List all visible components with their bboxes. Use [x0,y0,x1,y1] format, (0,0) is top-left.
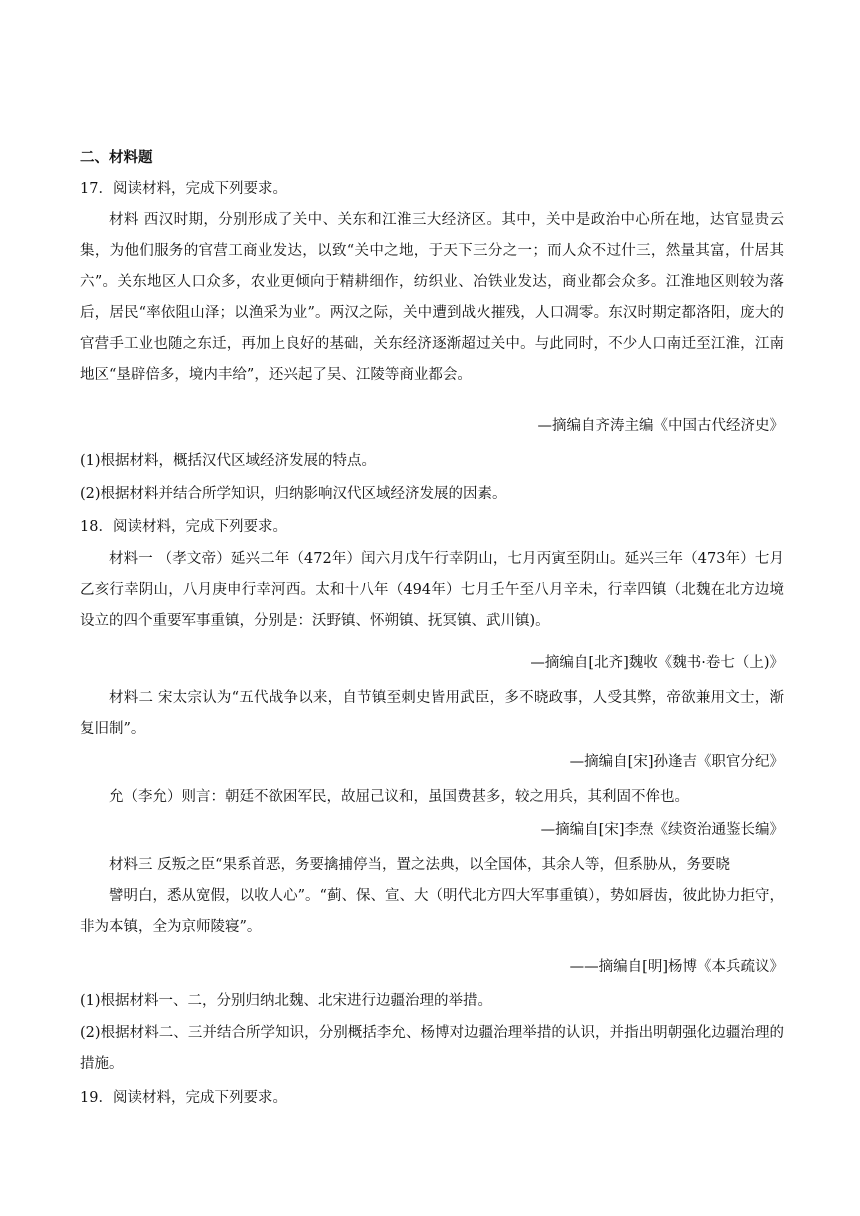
q18-material-3-rest: 譬明白，悉从宽假，以收人心”。“蓟、保、宣、大（明代北方四大军事重镇），势如唇齿，彼此协力拒守，非为本镇，全为京师陵寝”。 [80,888,784,935]
q18-source-2b: —摘编自[宋]李焘《续资治通鉴长编》 [540,822,784,838]
q18-material-2b: 允（李允）则言：朝廷不欲困军民，故屈己议和，虽国费甚多，较之用兵，其利固不侔也。 [109,789,689,805]
q18-sub-question-2: (2)根据材料二、三并结合所学知识，分别概括李允、杨博对边疆治理举措的认识，并指出明朝强化边疆治理的措施。 [80,1025,784,1072]
q18-material-2: 材料二 宋太宗认为“五代战争以来，自节镇至刺史皆用武臣，多不晓政事，人受其弊，帝欲兼用文士，渐复旧制”。 [80,690,784,737]
q18-material-1: 材料一 （孝文帝）延兴二年（472年）闰六月戊午行幸阴山，七月丙寅至阴山。延兴三年（473年）七月乙亥行幸阴山，八月庚申行幸河西。太和十八年（494年）七月壬午至八月辛未，行幸四镇（北魏在北方边境设立的四个重要军事重镇，分别是：沃野镇、怀朔镇、抚冥镇、武川镇)。 [80,551,784,629]
q19-stem: 19．阅读材料，完成下列要求。 [80,1090,287,1106]
q18-source-2: —摘编自[宋]孙逢吉《职官分纪》 [569,754,784,770]
q18-source-3: ——摘编自[明]杨博《本兵疏议》 [569,959,784,975]
q18-source-1: —摘编自[北齐]魏收《魏书·卷七（上)》 [530,655,784,671]
q17-stem: 17．阅读材料，完成下列要求。 [80,181,287,197]
q17-sub-question-2: (2)根据材料并结合所学知识，归纳影响汉代区域经济发展的因素。 [80,486,507,502]
q18-stem: 18．阅读材料，完成下列要求。 [80,519,287,535]
section-heading: 二、材料题 [80,150,153,166]
q17-source: —摘编自齐涛主编《中国古代经济史》 [537,418,784,434]
q18-sub-question-1: (1)根据材料一、二，分别归纳北魏、北宋进行边疆治理的举措。 [80,993,493,1009]
q17-material: 材料 西汉时期，分别形成了关中、关东和江淮三大经济区。其中，关中是政治中心所在地，达官显贵云集，为他们服务的官营工商业发达，以致“关中之地，于天下三分之一；而人众不过什三，然量其富，什居其六”。关东地区人口众多，农业更倾向于精耕细作，纺织业、冶铁业发达，商业都会众多。江淮地区则较为落后，居民“率依阻山泽；以渔采为业”。两汉之际，关中遭到战火摧残，人口凋零。东汉时期定都洛阳，庞大的官营手工业也随之东迁，再加上良好的基础，关东经济逐渐超过关中。与此同时，不少人口南迁至江淮，江南地区“垦辟倍多，境内丰给”，还兴起了吴、江陵等商业都会。 [80,212,784,383]
q17-sub-question-1: (1)根据材料，概括汉代区域经济发展的特点。 [80,453,377,469]
q18-material-3-line1: 材料三 反叛之臣“果系首恶，务要擒捕停当，置之法典，以全国体，其余人等，但系胁从，务要晓 [109,857,731,873]
